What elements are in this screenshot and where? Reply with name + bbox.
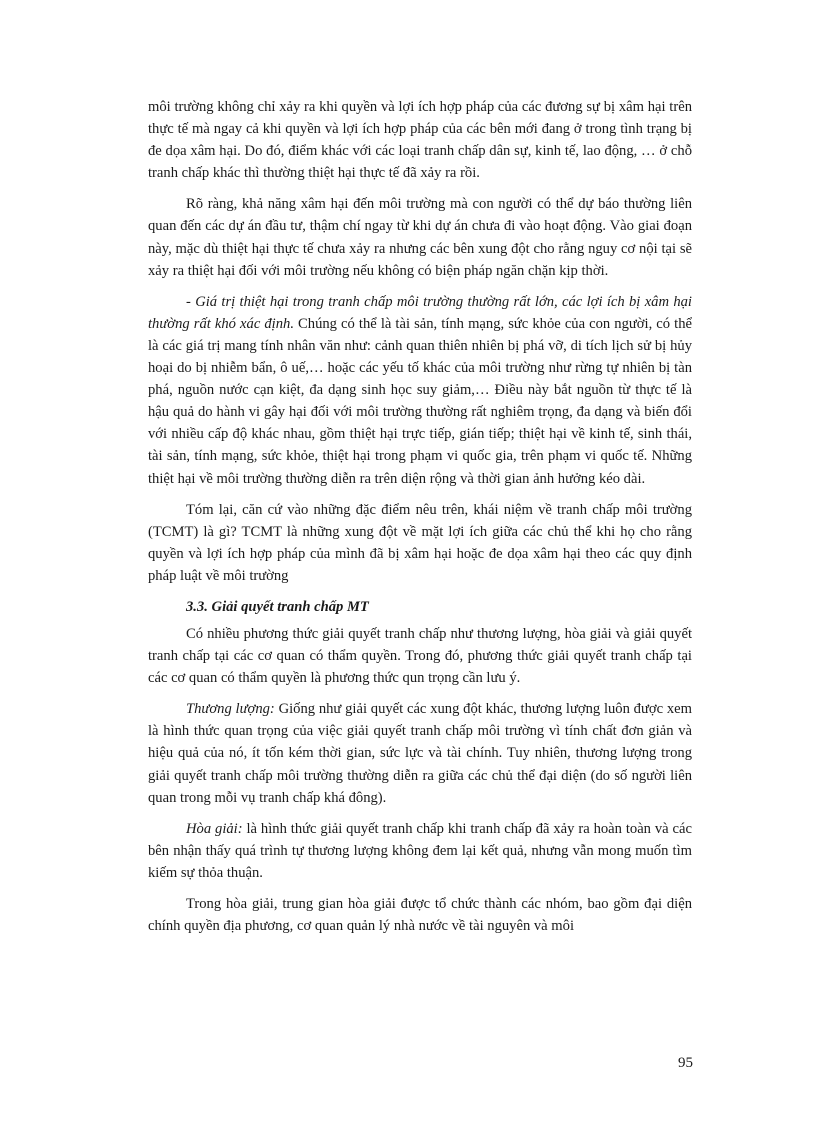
mediation-term: Hòa giải:	[186, 820, 243, 837]
paragraph-tcmt-definition: Tóm lại, căn cứ vào những đặc điểm nêu trên, khái niệm về tranh chấp môi trường (TCMT) là gì? TCMT là những xung đột về mặt lợi ích giữa các chủ thể khi họ cho rằng quyền và lợi ích hợp pháp của mình đã bị xâm hại hoặc đe dọa xâm hại theo các quy định pháp luật về môi trường	[148, 501, 692, 584]
damage-value-body: Chúng có thể là tài sản, tính mạng, sức khỏe của con người, có thể là các giá trị mang tính nhân văn như: cảnh quan thiên nhiên bị phá vỡ, di tích lịch sử bị hủy hoại do bị nhiễm bẩn, ô uế,… hoặc các yếu tố khác của môi trường như rừng tự nhiên bị tàn phá, nguồn nước cạn kiệt, đa dạng sinh học suy giảm,… Điều này bắt nguồn từ thực tế là hậu quả do hành vi gây hại đối với môi trường thường rất nghiêm trọng, đa dạng và biến đổi với nhiều cấp độ khác nhau, gồm thiệt hại trực tiếp, gián tiếp; thiệt hại về kinh tế, sinh thái, tài sản, tính mạng, sức khỏe, thiệt hại trong phạm vi quốc gia, trên phạm vi quốc tế. Những thiệt hại về môi trường thường diễn ra trên diện rộng và thời gian ảnh hưởng kéo dài.	[148, 315, 692, 487]
paragraph-negotiation	[148, 698, 692, 808]
damage-value-emphasis: - Giá trị thiệt hại trong tranh chấp môi trường thường rất lớn, các lợi ích bị xâm hại thường rất khó xác định.	[148, 293, 692, 332]
paragraph-environment-dispute-threat: môi trường không chỉ xảy ra khi quyền và lợi ích hợp pháp của các đương sự bị xâm hại trên thực tế mà ngay cả khi quyền và lợi ích hợp pháp của các bên mới đang ở trong tình trạng bị đe dọa xâm hại. Do đó, điểm khác với các loại tranh chấp dân sự, kinh tế, lao động, … ở chỗ tranh chấp khác thì thường thiệt hại thực tế đã xảy ra rồi.	[148, 99, 692, 182]
negotiation-term: Thương lượng:	[186, 701, 275, 718]
paragraph-damage-value	[148, 291, 692, 490]
paragraph-mediation-groups: Trong hòa giải, trung gian hòa giải được tổ chức thành các nhóm, bao gồm đại diện chính quyền địa phương, cơ quan quản lý nhà nước về tài nguyên và môi	[148, 896, 692, 935]
paragraph-mediation	[148, 818, 692, 884]
negotiation-body: Giống như giải quyết các xung đột khác, thương lượng luôn được xem là hình thức quan trọng của việc giải quyết tranh chấp môi trường vì tính chất đơn giản và hiệu quả của nó, ít tốn kém thời gian, sức lực và tài chính. Tuy nhiên, thương lượng trong giải quyết tranh chấp môi trường thường diễn ra giữa các chủ thể đại diện (do số người liên quan trong mỗi vụ tranh chấp khá đông).	[148, 701, 692, 806]
section-heading: 3.3. Giải quyết tranh chấp MT	[186, 598, 369, 615]
document-page	[148, 96, 692, 946]
mediation-body: là hình thức giải quyết tranh chấp khi tranh chấp đã xảy ra hoàn toàn và các bên nhận thấy quá trình tự thương lượng không đem lại kết quả, nhưng vẫn mong muốn tìm kiếm sự thỏa thuận.	[148, 820, 692, 881]
paragraph-investment-projects: Rõ ràng, khả năng xâm hại đến môi trường mà con người có thể dự báo thường liên quan đến các dự án đầu tư, thậm chí ngay từ khi dự án chưa đi vào hoạt động. Vào giai đoạn này, mặc dù thiệt hại thực tế chưa xảy ra nhưng các bên xung đột cho rằng nguy cơ nội tại sẽ xảy ra thiệt hại đối với môi trường nếu không có biện pháp ngăn chặn kịp thời.	[148, 196, 692, 279]
page-number: 95	[678, 1055, 693, 1071]
paragraph-resolution-methods: Có nhiều phương thức giải quyết tranh chấp như thương lượng, hòa giải và giải quyết tranh chấp tại các cơ quan có thẩm quyền. Trong đó, phương thức giải quyết tranh chấp tại các cơ quan có thẩm quyền là phương thức qun trọng cần lưu ý.	[148, 625, 692, 687]
